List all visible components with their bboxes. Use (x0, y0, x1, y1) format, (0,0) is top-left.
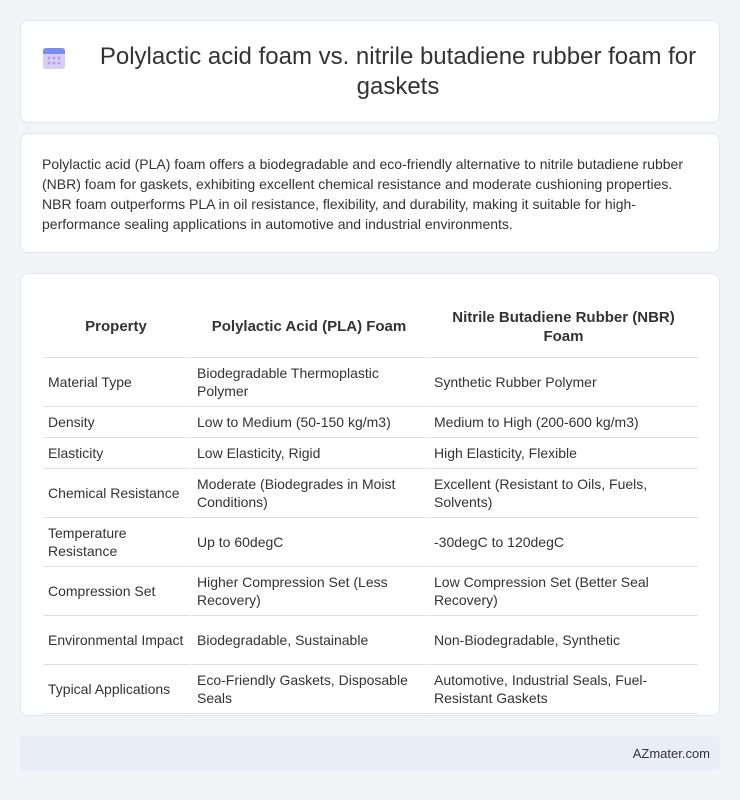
table-row (43, 665, 698, 714)
table-cell: Environmental Impact (43, 616, 189, 665)
table-cell: Density (43, 407, 189, 438)
table-cell: Biodegradable, Sustainable (189, 616, 426, 665)
table-cell: Chemical Resistance (43, 469, 189, 518)
table-cell: Up to 60degC (189, 518, 426, 567)
table-cell: High Elasticity, Flexible (426, 438, 698, 469)
table-cell: Low to Medium (50-150 kg/m3) (189, 407, 426, 438)
table-cell: Typical Applications (43, 665, 189, 714)
table-row (43, 358, 698, 407)
table-row (43, 407, 698, 438)
column-header-property: Property (43, 296, 189, 358)
summary-text: Polylactic acid (PLA) foam offers a biodegradable and eco-friendly alternative to nitrile butadiene rubber (NBR) foam for gaskets, exhibiting excellent chemical resistance and moderate cushioning properties. NBR foam outperforms PLA in oil resistance, flexibility, and durability, making it suitable for high-performance sealing applications in automotive and industrial environments. (42, 156, 683, 232)
table-cell: Moderate (Biodegrades in Moist Conditions) (189, 469, 426, 518)
table-cell: Medium to High (200-600 kg/m3) (426, 407, 698, 438)
table-cell: Higher Compression Set (Less Recovery) (189, 567, 426, 616)
table-cell: Non-Biodegradable, Synthetic (426, 616, 698, 665)
table-cell: Low Elasticity, Rigid (189, 438, 426, 469)
table-cell: Elasticity (43, 438, 189, 469)
summary-card (20, 133, 720, 253)
column-header-nbr: Nitrile Butadiene Rubber (NBR) Foam (426, 296, 698, 358)
table-cell: Automotive, Industrial Seals, Fuel-Resistant Gaskets (426, 665, 698, 714)
column-header-pla: Polylactic Acid (PLA) Foam (189, 296, 426, 358)
table-cell: Synthetic Rubber Polymer (426, 358, 698, 407)
table-cell: Excellent (Resistant to Oils, Fuels, Solvents) (426, 469, 698, 518)
table-cell: Low Compression Set (Better Seal Recovery) (426, 567, 698, 616)
header-card (20, 20, 720, 123)
calendar-icon (41, 45, 67, 71)
table-row (43, 567, 698, 616)
table-row (43, 518, 698, 567)
footer-brand: AZmater.com (632, 745, 710, 761)
table-cell: -30degC to 120degC (426, 518, 698, 567)
table-header-row (43, 296, 698, 358)
comparison-table (43, 296, 698, 714)
footer-bar (20, 736, 720, 770)
table-cell: Compression Set (43, 567, 189, 616)
table-cell: Biodegradable Thermoplastic Polymer (189, 358, 426, 407)
table-row (43, 469, 698, 518)
table-cell: Temperature Resistance (43, 518, 189, 567)
comparison-card (20, 273, 720, 716)
table-row (43, 438, 698, 469)
header-inner (21, 21, 719, 122)
table-row (43, 616, 698, 665)
page-title: Polylactic acid foam vs. nitrile butadiene rubber foam for gaskets (99, 42, 697, 100)
table-cell: Eco-Friendly Gaskets, Disposable Seals (189, 665, 426, 714)
table-cell: Material Type (43, 358, 189, 407)
